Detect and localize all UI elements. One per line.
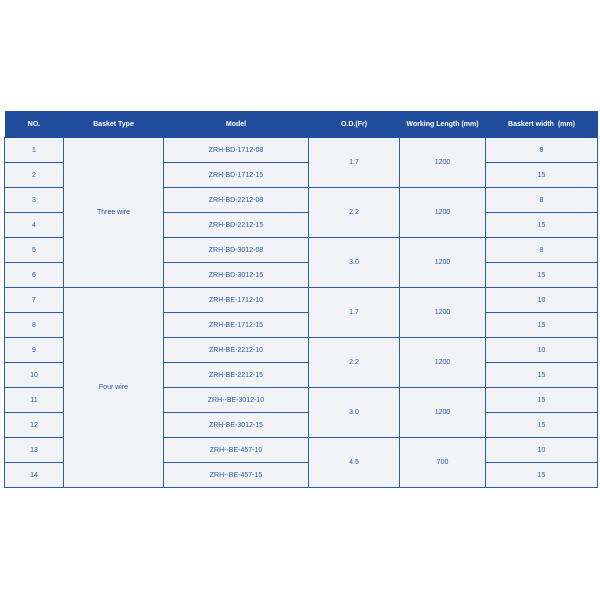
cell-no: 9 — [5, 338, 64, 363]
basket-spec-table — [4, 111, 598, 488]
cell-model: ZRH--BE-457-15 — [164, 463, 309, 488]
cell-working-length: 1200 — [400, 188, 486, 238]
cell-working-length: 1200 — [400, 338, 486, 388]
cell-od: 3.0 — [309, 238, 400, 288]
cell-basket-type: Three wire — [64, 138, 164, 288]
cell-model: ZRH-BE-2212-10 — [164, 338, 309, 363]
cell-basket-width: 10 — [486, 288, 598, 313]
cell-model: ZRH-BD-2212-15 — [164, 213, 309, 238]
cell-model: ZRH-BD-3012-08 — [164, 238, 309, 263]
cell-od: 4.5 — [309, 438, 400, 488]
cell-od: 2.2 — [309, 188, 400, 238]
cell-no: 12 — [5, 413, 64, 438]
cell-working-length: 1200 — [400, 138, 486, 188]
cell-no: 13 — [5, 438, 64, 463]
cell-model: ZRH-BE-1712-15 — [164, 313, 309, 338]
cell-no: 10 — [5, 363, 64, 388]
cell-basket-width: 8 — [486, 188, 598, 213]
cell-working-length: 1200 — [400, 388, 486, 438]
cell-model: ZRH-BE-2212-15 — [164, 363, 309, 388]
header-od: O.D.(Fr) — [309, 112, 400, 138]
cell-basket-width: 8 — [486, 138, 598, 163]
cell-basket-width: 15 — [486, 413, 598, 438]
cell-basket-width: 15 — [486, 313, 598, 338]
cell-no: 3 — [5, 188, 64, 213]
cell-working-length: 1200 — [400, 238, 486, 288]
cell-no: 11 — [5, 388, 64, 413]
cell-no: 14 — [5, 463, 64, 488]
header-basket-width: Baskert width (mm) — [486, 112, 598, 138]
cell-model: ZRH-BD-1712-08 — [164, 138, 309, 163]
cell-od: 1.7 — [309, 138, 400, 188]
cell-basket-width: 15 — [486, 163, 598, 188]
cell-model: ZRH--BE-457-10 — [164, 438, 309, 463]
cell-no: 4 — [5, 213, 64, 238]
header-no: NO. — [5, 112, 64, 138]
cell-od: 3.0 — [309, 388, 400, 438]
spec-table-container — [4, 111, 597, 488]
cell-model: ZRH-BE-3012-15 — [164, 413, 309, 438]
header-model: Model — [164, 112, 309, 138]
cell-basket-width: 15 — [486, 463, 598, 488]
cell-model: ZRH-BD-1712-15 — [164, 163, 309, 188]
cell-basket-width: 10 — [486, 338, 598, 363]
cell-no: 6 — [5, 263, 64, 288]
cell-no: 2 — [5, 163, 64, 188]
cell-basket-width: 15 — [486, 363, 598, 388]
header-basket-type: Basket Type — [64, 112, 164, 138]
table-row — [5, 288, 598, 313]
cell-basket-width: 15 — [486, 388, 598, 413]
cell-basket-width: 10 — [486, 438, 598, 463]
table-header-row — [5, 112, 598, 138]
cell-basket-width: 8 — [486, 238, 598, 263]
cell-no: 8 — [5, 313, 64, 338]
table-row — [5, 138, 598, 163]
cell-no: 7 — [5, 288, 64, 313]
cell-no: 1 — [5, 138, 64, 163]
cell-working-length: 700 — [400, 438, 486, 488]
cell-model: ZRH-BD-3012-15 — [164, 263, 309, 288]
cell-od: 1.7 — [309, 288, 400, 338]
header-working-length: Working Length (mm) — [400, 112, 486, 138]
cell-basket-type: Four wire — [64, 288, 164, 488]
cell-model: ZRH-BE-1712-10 — [164, 288, 309, 313]
cell-model: ZRH--BE-3012-10 — [164, 388, 309, 413]
cell-basket-width: 15 — [486, 263, 598, 288]
cell-working-length: 1200 — [400, 288, 486, 338]
cell-model: ZRH-BD-2212-08 — [164, 188, 309, 213]
cell-no: 5 — [5, 238, 64, 263]
cell-od: 2.2 — [309, 338, 400, 388]
cell-basket-width: 15 — [486, 213, 598, 238]
